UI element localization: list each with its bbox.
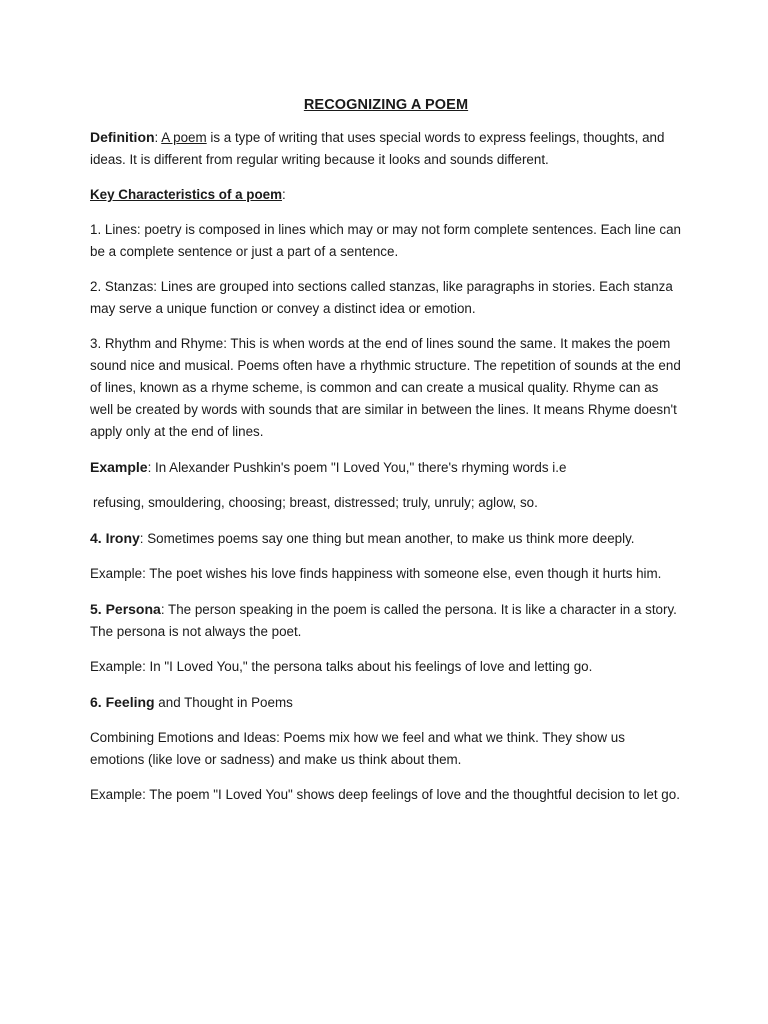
- definition-paragraph: [90, 126, 682, 171]
- example-rhyme-text: : In Alexander Pushkin's poem "I Loved You," there's rhyming words i.e: [147, 460, 567, 475]
- feeling-combining: Combining Emotions and Ideas: Poems mix how we feel and what we think. They show us emotions (like love or sadness) and make us think about them.: [90, 730, 625, 767]
- feeling-paragraph: [90, 691, 682, 714]
- document-page: [90, 94, 682, 819]
- irony-paragraph: [90, 527, 682, 550]
- example-rhyme-words: refusing, smouldering, choosing; breast, distressed; truly, unruly; aglow, so.: [93, 495, 538, 510]
- example-label: Example: [90, 459, 148, 475]
- feeling-example: Example: The poem "I Loved You" shows deep feelings of love and the thoughtful decision to let go.: [90, 787, 680, 802]
- feeling-label: 6. Feeling: [90, 694, 155, 710]
- definition-label: Definition: [90, 129, 155, 145]
- irony-label: 4. Irony: [90, 530, 140, 546]
- key-characteristics-label: Key Characteristics of a poem: [90, 187, 283, 202]
- irony-example: Example: The poet wishes his love finds happiness with someone else, even though it hurts him.: [90, 566, 662, 581]
- definition-term: A poem: [161, 130, 207, 145]
- item-stanzas: 2. Stanzas: Lines are grouped into sections called stanzas, like paragraphs in stories. Each stanza may serve a unique function or convey a distinct idea or emotion.: [90, 279, 673, 316]
- persona-text: : The person speaking in the poem is called the persona. It is like a character in a story. The persona is not always the poet.: [90, 602, 677, 639]
- definition-separator: :: [154, 130, 162, 145]
- page-title: RECOGNIZING A POEM: [303, 97, 469, 113]
- key-characteristics-heading: [90, 184, 682, 206]
- definition-text: is a type of writing that uses special words to express feelings, thoughts, and ideas. It is different from regular writing because it looks and sounds different.: [90, 130, 665, 167]
- persona-paragraph: [90, 598, 682, 643]
- persona-label: 5. Persona: [90, 601, 161, 617]
- item-rhythm-rhyme: 3. Rhythm and Rhyme: This is when words at the end of lines sound the same. It makes the poem sound nice and musical. Poems often have a rhythmic structure. The repetition of sounds at the end of lines, known as a rhyme scheme, is common and can create a musical quality. Rhyme can as well be created by words with sounds that are similar in between the lines. It means Rhyme doesn't apply only at the end of lines.: [90, 336, 681, 439]
- irony-text: : Sometimes poems say one thing but mean another, to make us think more deeply.: [139, 531, 635, 546]
- persona-example: Example: In "I Loved You," the persona talks about his feelings of love and letting go.: [90, 659, 593, 674]
- key-characteristics-suffix: :: [282, 187, 286, 202]
- item-lines: 1. Lines: poetry is composed in lines which may or may not form complete sentences. Each line can be a complete sentence or just a part of a sentence.: [90, 222, 681, 259]
- feeling-text: and Thought in Poems: [154, 695, 293, 710]
- example-rhyme-paragraph: [90, 456, 682, 479]
